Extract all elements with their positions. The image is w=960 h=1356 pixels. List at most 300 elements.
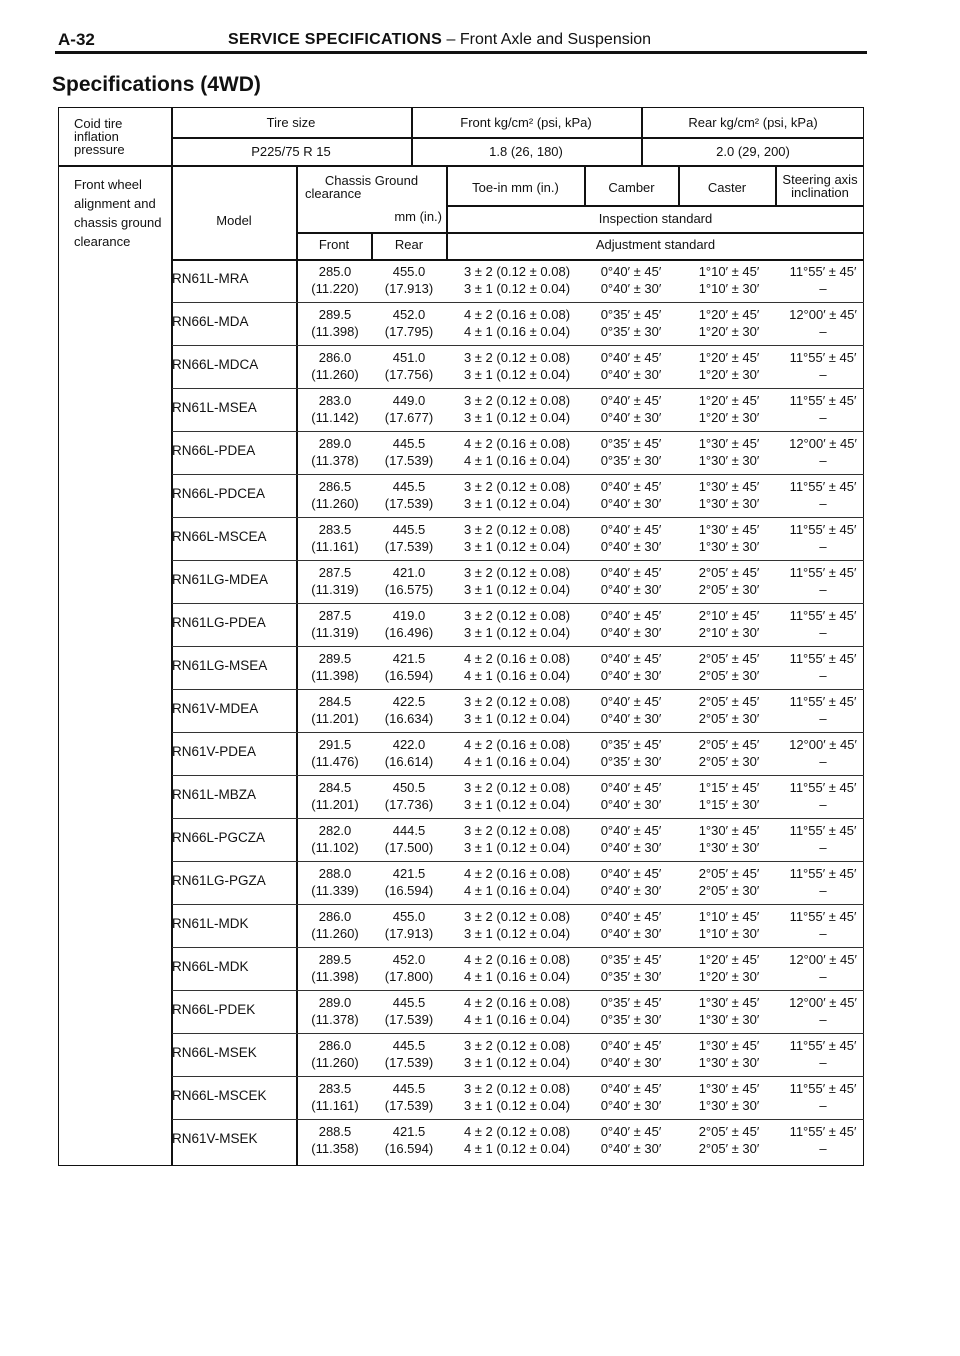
toe-in-cell-value: 3 ± 2 (0.12 ± 0.08) xyxy=(463,565,571,580)
steering-axis-cell-value: – xyxy=(819,711,827,726)
rear-clearance-cell xyxy=(372,779,446,813)
rear-clearance-cell-value: 445.5 xyxy=(392,522,426,537)
caster-cell xyxy=(680,607,778,641)
alignment-header-divider-1 xyxy=(446,205,864,207)
steering-axis-cell-value: – xyxy=(819,496,827,511)
table-row xyxy=(0,862,960,905)
chassis-header-line-2: clearance xyxy=(305,186,362,201)
alignment-label xyxy=(74,175,161,251)
front-clearance-cell-value: (11.476) xyxy=(311,754,359,769)
camber-cell xyxy=(586,1037,676,1071)
table-row xyxy=(0,819,960,862)
steering-axis-cell-value: 11°55′ ± 45′ xyxy=(789,479,857,494)
steering-axis-cell-value: – xyxy=(819,1055,827,1070)
front-clearance-cell-value: (11.319) xyxy=(311,625,359,640)
toe-in-cell xyxy=(446,263,588,297)
model-cell-value: RN61V-MDEA xyxy=(172,701,259,716)
toe-in-cell xyxy=(446,951,588,985)
tire-size-value: P225/75 R 15 xyxy=(251,144,331,159)
rear-clearance-cell xyxy=(372,392,446,426)
steering-axis-cell xyxy=(778,908,868,942)
alignment-header-divider-2 xyxy=(296,232,864,234)
camber-cell-value: 0°35′ ± 30′ xyxy=(600,324,662,339)
front-clearance-cell xyxy=(298,865,372,899)
camber-cell-value: 0°35′ ± 45′ xyxy=(600,995,662,1010)
caster-cell-value: 2°05′ ± 30′ xyxy=(698,582,760,597)
steering-axis-cell-value: 12°00′ ± 45′ xyxy=(789,737,857,752)
toe-in-cell-value: 3 ± 1 (0.12 ± 0.04) xyxy=(463,840,571,855)
camber-cell-value: 0°40′ ± 45′ xyxy=(600,479,662,494)
steering-axis-cell xyxy=(778,263,868,297)
camber-cell xyxy=(586,392,676,426)
rear-clearance-cell-value: (17.795) xyxy=(384,324,434,339)
front-clearance-cell-value: 286.0 xyxy=(318,350,352,365)
caster-cell-value: 1°20′ ± 30′ xyxy=(698,324,760,339)
front-clearance-cell-value: (11.260) xyxy=(311,496,359,511)
tire-size-header: Tire size xyxy=(266,115,316,130)
steering-axis-cell xyxy=(778,994,868,1028)
front-clearance-cell-value: 286.0 xyxy=(318,1038,352,1053)
table-row xyxy=(0,690,960,733)
rear-clearance-cell-value: 455.0 xyxy=(392,909,426,924)
caster-cell-value: 1°30′ ± 30′ xyxy=(698,453,760,468)
steering-axis-cell-value: 11°55′ ± 45′ xyxy=(789,1038,857,1053)
toe-in-cell-value: 3 ± 1 (0.12 ± 0.04) xyxy=(463,711,571,726)
camber-cell-value: 0°40′ ± 30′ xyxy=(600,883,662,898)
toe-in-cell-value: 4 ± 2 (0.16 ± 0.08) xyxy=(463,737,571,752)
rear-clearance-cell-value: 444.5 xyxy=(392,823,426,838)
toe-in-cell-value: 3 ± 1 (0.12 ± 0.04) xyxy=(463,1098,571,1113)
steering-axis-cell-value: 11°55′ ± 45′ xyxy=(789,264,857,279)
caster-cell xyxy=(680,650,778,684)
caster-cell xyxy=(680,779,778,813)
rear-clearance-cell-value: (16.594) xyxy=(384,883,434,898)
caster-cell-value: 1°10′ ± 45′ xyxy=(698,909,760,924)
rear-clearance-cell xyxy=(372,994,446,1028)
toe-in-cell xyxy=(446,779,588,813)
page-title-rest: – Front Axle and Suspension xyxy=(442,31,652,48)
toe-in-cell-value: 4 ± 1 (0.16 ± 0.04) xyxy=(463,883,571,898)
front-clearance-cell-value: (11.161) xyxy=(311,1098,359,1113)
toe-in-cell-value: 3 ± 2 (0.12 ± 0.08) xyxy=(463,823,571,838)
steering-axis-cell-value: – xyxy=(819,367,827,382)
front-clearance-cell-value: (11.378) xyxy=(311,1012,359,1027)
model-cell xyxy=(172,872,296,889)
steering-axis-cell-value: 12°00′ ± 45′ xyxy=(789,436,857,451)
alignment-label-line-2: alignment and xyxy=(74,196,156,211)
caster-cell-value: 1°20′ ± 45′ xyxy=(698,393,760,408)
table-row xyxy=(0,604,960,647)
front-clearance-cell xyxy=(298,1123,372,1157)
rear-clearance-cell xyxy=(372,349,446,383)
camber-cell-value: 0°40′ ± 45′ xyxy=(600,909,662,924)
rear-clearance-cell-value: (17.800) xyxy=(384,969,434,984)
tire-rear-header: Rear kg/cm² (psi, kPa) xyxy=(688,115,818,130)
rear-clearance-cell xyxy=(372,650,446,684)
table-row xyxy=(0,1077,960,1120)
front-clearance-cell-value: (11.358) xyxy=(311,1141,359,1156)
header-rule xyxy=(55,51,867,54)
front-clearance-cell-value: 288.5 xyxy=(318,1124,352,1139)
rear-clearance-cell-value: (16.634) xyxy=(384,711,434,726)
steering-axis-cell-value: – xyxy=(819,324,827,339)
model-cell xyxy=(172,657,296,674)
camber-cell-value: 0°40′ ± 30′ xyxy=(600,625,662,640)
steering-axis-cell-value: – xyxy=(819,883,827,898)
caster-header: Caster xyxy=(707,180,747,195)
toe-in-cell-value: 4 ± 1 (0.16 ± 0.04) xyxy=(463,668,571,683)
caster-cell-value: 1°10′ ± 45′ xyxy=(698,264,760,279)
steering-axis-cell-value: 11°55′ ± 45′ xyxy=(789,350,857,365)
front-clearance-cell-value: (11.398) xyxy=(311,324,359,339)
rear-clearance-cell xyxy=(372,822,446,856)
front-clearance-cell xyxy=(298,435,372,469)
rear-clearance-cell xyxy=(372,478,446,512)
tire-label-line-3: pressure xyxy=(74,142,125,157)
steering-axis-cell-value: 12°00′ ± 45′ xyxy=(789,952,857,967)
steering-axis-cell-value: – xyxy=(819,969,827,984)
toe-in-cell xyxy=(446,650,588,684)
camber-cell-value: 0°35′ ± 45′ xyxy=(600,436,662,451)
caster-cell xyxy=(680,908,778,942)
front-clearance-cell-value: 286.5 xyxy=(318,479,352,494)
rear-clearance-cell-value: 445.5 xyxy=(392,1081,426,1096)
steering-axis-cell-value: – xyxy=(819,281,827,296)
toe-in-cell-value: 4 ± 2 (0.16 ± 0.08) xyxy=(463,651,571,666)
caster-cell-value: 2°10′ ± 30′ xyxy=(698,625,760,640)
caster-cell-value: 1°30′ ± 45′ xyxy=(698,479,760,494)
caster-cell xyxy=(680,951,778,985)
front-clearance-cell xyxy=(298,564,372,598)
front-clearance-cell-value: 283.5 xyxy=(318,522,352,537)
camber-cell-value: 0°40′ ± 30′ xyxy=(600,926,662,941)
camber-cell-value: 0°40′ ± 45′ xyxy=(600,350,662,365)
front-clearance-cell-value: 288.0 xyxy=(318,866,352,881)
table-row xyxy=(0,948,960,991)
camber-cell xyxy=(586,349,676,383)
toe-in-cell xyxy=(446,908,588,942)
steering-axis-cell-value: – xyxy=(819,797,827,812)
steering-axis-cell-value: 11°55′ ± 45′ xyxy=(789,1124,857,1139)
toe-in-cell-value: 3 ± 1 (0.12 ± 0.04) xyxy=(463,496,571,511)
front-clearance-cell-value: (11.319) xyxy=(311,582,359,597)
steering-axis-cell xyxy=(778,607,868,641)
model-cell-value: RN61LG-PDEA xyxy=(172,615,266,630)
toe-in-cell-value: 3 ± 2 (0.12 ± 0.08) xyxy=(463,909,571,924)
camber-cell xyxy=(586,1123,676,1157)
front-clearance-cell-value: (11.398) xyxy=(311,668,359,683)
camber-cell xyxy=(586,607,676,641)
table-row xyxy=(0,733,960,776)
front-clearance-cell-value: 287.5 xyxy=(318,565,352,580)
toe-in-cell-value: 4 ± 1 (0.16 ± 0.04) xyxy=(463,969,571,984)
rear-clearance-cell-value: 421.5 xyxy=(392,866,426,881)
front-clearance-cell-value: (11.398) xyxy=(311,969,359,984)
tire-front-value: 1.8 (26, 180) xyxy=(489,144,563,159)
caster-cell xyxy=(680,1080,778,1114)
model-cell-value: RN66L-PDEK xyxy=(172,1002,256,1017)
front-clearance-cell-value: 289.0 xyxy=(318,995,352,1010)
camber-cell-value: 0°40′ ± 45′ xyxy=(600,651,662,666)
caster-cell-value: 2°10′ ± 45′ xyxy=(698,608,760,623)
front-clearance-cell-value: 285.0 xyxy=(318,264,352,279)
caster-cell-value: 1°20′ ± 30′ xyxy=(698,367,760,382)
camber-cell-value: 0°35′ ± 45′ xyxy=(600,737,662,752)
front-clearance-cell-value: (11.220) xyxy=(311,281,359,296)
steering-axis-cell xyxy=(778,693,868,727)
steering-axis-cell-value: – xyxy=(819,625,827,640)
camber-cell-value: 0°35′ ± 30′ xyxy=(600,754,662,769)
page-title-bold: SERVICE SPECIFICATIONS xyxy=(228,31,443,48)
rear-clearance-cell-value: (17.539) xyxy=(384,1098,434,1113)
front-clearance-cell-value: (11.260) xyxy=(311,367,359,382)
front-clearance-cell-value: 289.5 xyxy=(318,651,352,666)
rear-clearance-cell xyxy=(372,263,446,297)
steering-axis-cell-value: – xyxy=(819,1141,827,1156)
caster-cell xyxy=(680,435,778,469)
front-clearance-cell xyxy=(298,306,372,340)
steering-axis-cell xyxy=(778,1037,868,1071)
front-clearance-cell-value: (11.260) xyxy=(311,1055,359,1070)
caster-cell xyxy=(680,1123,778,1157)
front-clearance-cell xyxy=(298,650,372,684)
model-cell xyxy=(172,571,296,588)
camber-header: Camber xyxy=(608,180,655,195)
caster-cell-value: 1°10′ ± 30′ xyxy=(698,926,760,941)
steering-axis-cell-value: – xyxy=(819,539,827,554)
steering-axis-cell-value: 11°55′ ± 45′ xyxy=(789,522,857,537)
steering-axis-cell-value: 11°55′ ± 45′ xyxy=(789,608,857,623)
table-row xyxy=(0,647,960,690)
rear-clearance-cell-value: (16.594) xyxy=(384,1141,434,1156)
rear-clearance-cell-value: (17.736) xyxy=(384,797,434,812)
model-cell xyxy=(172,485,296,502)
camber-cell-value: 0°40′ ± 45′ xyxy=(600,393,662,408)
model-cell xyxy=(172,829,296,846)
camber-cell-value: 0°35′ ± 45′ xyxy=(600,952,662,967)
camber-cell xyxy=(586,951,676,985)
table-row xyxy=(0,905,960,948)
steering-axis-cell-value: 11°55′ ± 45′ xyxy=(789,651,857,666)
model-cell xyxy=(172,700,296,717)
caster-cell xyxy=(680,306,778,340)
caster-cell-value: 1°10′ ± 30′ xyxy=(698,281,760,296)
camber-cell-value: 0°40′ ± 30′ xyxy=(600,367,662,382)
steering-axis-cell-value: – xyxy=(819,754,827,769)
rear-clearance-cell xyxy=(372,564,446,598)
camber-cell-value: 0°40′ ± 30′ xyxy=(600,539,662,554)
toe-in-cell-value: 3 ± 2 (0.12 ± 0.08) xyxy=(463,1081,571,1096)
model-cell-value: RN66L-PDCEA xyxy=(172,486,266,501)
steering-axis-cell xyxy=(778,736,868,770)
steering-axis-cell xyxy=(778,650,868,684)
toe-in-cell xyxy=(446,693,588,727)
camber-cell-value: 0°40′ ± 45′ xyxy=(600,823,662,838)
tire-rear-value: 2.0 (29, 200) xyxy=(716,144,790,159)
caster-cell-value: 2°05′ ± 30′ xyxy=(698,711,760,726)
rear-clearance-cell xyxy=(372,306,446,340)
toe-in-cell-value: 4 ± 2 (0.16 ± 0.08) xyxy=(463,952,571,967)
table-row xyxy=(0,991,960,1034)
chassis-clearance-header xyxy=(297,174,446,200)
table-row xyxy=(0,776,960,819)
front-clearance-cell xyxy=(298,392,372,426)
rear-clearance-cell-value: 451.0 xyxy=(392,350,426,365)
camber-cell xyxy=(586,306,676,340)
camber-cell-value: 0°40′ ± 30′ xyxy=(600,711,662,726)
adjustment-standard-label: Adjustment standard xyxy=(595,237,716,252)
model-cell-value: RN61L-MBZA xyxy=(172,787,257,802)
front-clearance-cell-value: 283.0 xyxy=(318,393,352,408)
model-cell xyxy=(172,528,296,545)
camber-cell xyxy=(586,521,676,555)
caster-cell-value: 2°05′ ± 45′ xyxy=(698,694,760,709)
front-clearance-cell-value: 282.0 xyxy=(318,823,352,838)
toe-in-cell xyxy=(446,521,588,555)
model-cell-value: RN61LG-MSEA xyxy=(172,658,268,673)
front-clearance-cell-value: (11.260) xyxy=(311,926,359,941)
front-clearance-cell-value: (11.201) xyxy=(311,711,359,726)
camber-cell xyxy=(586,650,676,684)
table-row xyxy=(0,475,960,518)
alignment-label-line-4: clearance xyxy=(74,234,131,249)
caster-cell-value: 1°30′ ± 30′ xyxy=(698,1055,760,1070)
caster-cell-value: 1°20′ ± 45′ xyxy=(698,307,760,322)
rear-clearance-cell-value: 445.5 xyxy=(392,436,426,451)
toe-in-cell-value: 4 ± 2 (0.16 ± 0.08) xyxy=(463,307,571,322)
front-clearance-cell-value: 287.5 xyxy=(318,608,352,623)
model-cell-value: RN61L-MRA xyxy=(172,271,249,286)
steering-axis-cell-value: 11°55′ ± 45′ xyxy=(789,393,857,408)
front-clearance-cell-value: (11.161) xyxy=(311,539,359,554)
front-clearance-cell xyxy=(298,693,372,727)
inspection-standard-label: Inspection standard xyxy=(598,211,713,226)
toe-in-cell-value: 4 ± 2 (0.16 ± 0.08) xyxy=(463,866,571,881)
model-cell xyxy=(172,1130,296,1147)
rear-clearance-cell-value: 421.5 xyxy=(392,1124,426,1139)
model-cell xyxy=(172,786,296,803)
toe-in-cell-value: 3 ± 2 (0.12 ± 0.08) xyxy=(463,393,571,408)
tire-section-divider xyxy=(58,165,864,167)
front-clearance-cell xyxy=(298,349,372,383)
front-clearance-cell xyxy=(298,822,372,856)
toe-in-cell-value: 3 ± 1 (0.12 ± 0.04) xyxy=(463,797,571,812)
toe-in-cell xyxy=(446,1037,588,1071)
caster-cell-value: 2°05′ ± 30′ xyxy=(698,754,760,769)
caster-cell-value: 2°05′ ± 30′ xyxy=(698,1141,760,1156)
toe-in-cell-value: 4 ± 1 (0.16 ± 0.04) xyxy=(463,754,571,769)
rear-clearance-cell xyxy=(372,607,446,641)
model-cell-value: RN66L-MSCEA xyxy=(172,529,267,544)
toe-in-cell-value: 3 ± 2 (0.12 ± 0.08) xyxy=(463,479,571,494)
rear-clearance-cell-value: (16.496) xyxy=(384,625,434,640)
camber-cell xyxy=(586,822,676,856)
steering-axis-cell-value: – xyxy=(819,840,827,855)
front-clearance-cell-value: 284.5 xyxy=(318,694,352,709)
toe-in-cell-value: 3 ± 2 (0.12 ± 0.08) xyxy=(463,608,571,623)
toe-in-cell xyxy=(446,349,588,383)
model-cell xyxy=(172,958,296,975)
steer-header-line-2: inclination xyxy=(791,185,849,200)
tire-pressure-label xyxy=(74,117,125,156)
toe-in-cell-value: 4 ± 2 (0.16 ± 0.08) xyxy=(463,995,571,1010)
front-clearance-cell-value: (11.378) xyxy=(311,453,359,468)
camber-cell-value: 0°40′ ± 45′ xyxy=(600,694,662,709)
steering-axis-cell xyxy=(778,1080,868,1114)
toe-in-cell xyxy=(446,865,588,899)
steering-axis-cell-value: 11°55′ ± 45′ xyxy=(789,909,857,924)
caster-cell-value: 1°20′ ± 45′ xyxy=(698,952,760,967)
steering-axis-cell xyxy=(778,392,868,426)
page-title xyxy=(228,31,651,49)
camber-cell-value: 0°40′ ± 45′ xyxy=(600,565,662,580)
front-clearance-cell-value: 289.0 xyxy=(318,436,352,451)
table-row xyxy=(0,518,960,561)
front-clearance-cell xyxy=(298,521,372,555)
front-clearance-cell xyxy=(298,779,372,813)
rear-clearance-cell-value: 421.0 xyxy=(392,565,426,580)
toe-in-cell-value: 4 ± 1 (0.16 ± 0.04) xyxy=(463,1012,571,1027)
model-cell-value: RN61LG-PGZA xyxy=(172,873,266,888)
chassis-header-line-1: Chassis Ground xyxy=(324,173,419,188)
rear-clearance-cell-value: 452.0 xyxy=(392,307,426,322)
model-header: Model xyxy=(216,213,252,228)
steering-axis-cell-value: – xyxy=(819,582,827,597)
rear-clearance-cell-value: (16.594) xyxy=(384,668,434,683)
rear-clearance-cell-value: 421.5 xyxy=(392,651,426,666)
rear-clearance-cell xyxy=(372,693,446,727)
model-cell-value: RN66L-MSCEK xyxy=(172,1088,267,1103)
model-cell xyxy=(172,356,296,373)
front-header: Front xyxy=(318,237,350,252)
toe-in-cell-value: 3 ± 1 (0.12 ± 0.04) xyxy=(463,1055,571,1070)
camber-cell-value: 0°40′ ± 30′ xyxy=(600,410,662,425)
camber-cell xyxy=(586,693,676,727)
caster-cell-value: 1°15′ ± 45′ xyxy=(698,780,760,795)
toe-in-cell xyxy=(446,564,588,598)
camber-cell-value: 0°40′ ± 30′ xyxy=(600,1055,662,1070)
toe-in-cell-value: 3 ± 2 (0.12 ± 0.08) xyxy=(463,780,571,795)
caster-cell-value: 2°05′ ± 30′ xyxy=(698,883,760,898)
toe-in-cell xyxy=(446,736,588,770)
toe-in-cell-value: 3 ± 2 (0.12 ± 0.08) xyxy=(463,350,571,365)
toe-in-cell xyxy=(446,435,588,469)
toe-in-cell xyxy=(446,306,588,340)
steering-axis-cell xyxy=(778,521,868,555)
caster-cell xyxy=(680,263,778,297)
toe-in-cell xyxy=(446,994,588,1028)
steering-axis-cell xyxy=(778,822,868,856)
steering-axis-cell xyxy=(778,306,868,340)
front-clearance-cell xyxy=(298,1037,372,1071)
toe-in-cell-value: 3 ± 2 (0.12 ± 0.08) xyxy=(463,264,571,279)
table-row xyxy=(0,432,960,475)
caster-cell-value: 1°30′ ± 30′ xyxy=(698,496,760,511)
toe-in-cell-value: 4 ± 2 (0.16 ± 0.08) xyxy=(463,436,571,451)
steering-axis-cell xyxy=(778,478,868,512)
steering-axis-cell-value: – xyxy=(819,1012,827,1027)
camber-cell xyxy=(586,736,676,770)
steering-axis-cell xyxy=(778,435,868,469)
steering-axis-cell-value: 11°55′ ± 45′ xyxy=(789,866,857,881)
rear-clearance-cell-value: (16.614) xyxy=(384,754,434,769)
camber-cell xyxy=(586,908,676,942)
camber-cell-value: 0°40′ ± 45′ xyxy=(600,1124,662,1139)
rear-clearance-cell xyxy=(372,908,446,942)
caster-cell-value: 1°30′ ± 45′ xyxy=(698,995,760,1010)
toe-in-cell xyxy=(446,607,588,641)
camber-cell-value: 0°40′ ± 30′ xyxy=(600,496,662,511)
